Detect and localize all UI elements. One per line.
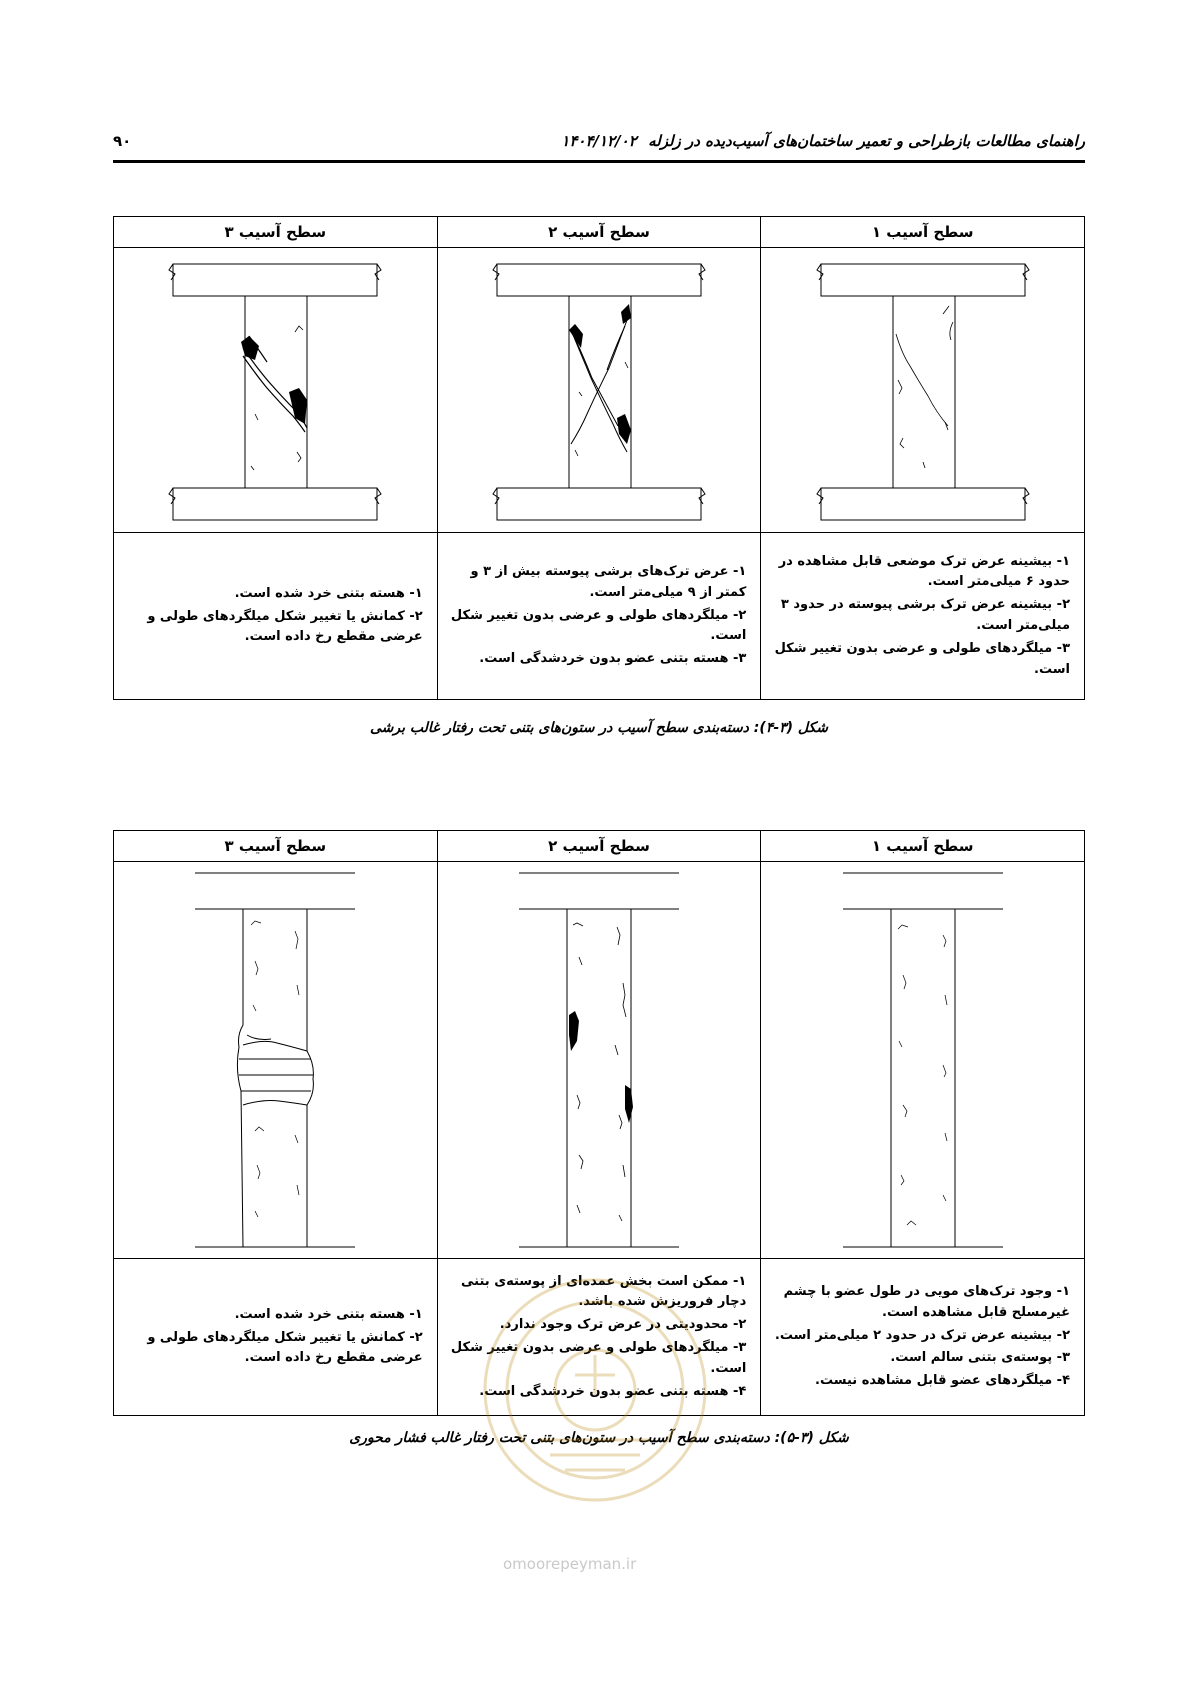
header-doc-title: راهنمای مطالعات بازطراحی و تعمیر ساختمان‌های آسیب‌دیده در زلزله xyxy=(648,132,1085,150)
shear-damage-table xyxy=(113,216,1085,700)
shear-level-1-heading: سطح آسیب ۱ xyxy=(761,217,1085,248)
axial-column-diagram-level-2 xyxy=(479,865,719,1255)
axial-level-2-heading: سطح آسیب ۲ xyxy=(437,831,761,862)
shear-level-1-item: ۳- میلگردهای طولی و عرضی بدون تغییر شکل است. xyxy=(774,640,1070,677)
axial-level-1-description xyxy=(761,1259,1085,1416)
shear-level-3-heading: سطح آسیب ۳ xyxy=(114,217,438,248)
axial-level-1-drawing xyxy=(761,862,1085,1259)
shear-column-diagram-level-3 xyxy=(155,252,395,528)
axial-level-2-item: ۴- هسته بتنی عضو بدون خردشدگی است. xyxy=(479,1383,747,1399)
axial-level-2-item: ۳- میلگردهای طولی و عرضی بدون تغییر شکل است. xyxy=(450,1340,747,1376)
shear-column-diagram-level-1 xyxy=(803,252,1043,528)
watermark-seal-icon xyxy=(470,1265,720,1515)
axial-level-1-item: ۲- بیشینه عرض ترک در حدود ۲ میلی‌متر است. xyxy=(774,1327,1070,1343)
shear-figure-caption: شکل (۳-۴): دسته‌بندی سطح آسیب در ستون‌های بتنی تحت رفتار غالب برشی xyxy=(369,720,828,736)
shear-level-1-item: ۲- بیشینه عرض ترک برشی پیوسته در حدود ۳ میلی‌متر است. xyxy=(780,597,1070,633)
header-page-number: ۹۰ xyxy=(113,132,132,150)
shear-level-1-description xyxy=(761,533,1085,700)
axial-level-2-item: ۲- محدودیتی در عرض ترک وجود ندارد. xyxy=(499,1317,747,1333)
header-date: ۱۴۰۴/۱۲/۰۲ xyxy=(561,132,637,150)
axial-level-1-item: ۴- میلگردهای عضو قابل مشاهده نیست. xyxy=(815,1373,1070,1389)
axial-level-3-description xyxy=(114,1259,438,1416)
shear-level-2-drawing xyxy=(437,248,761,533)
shear-level-2-item: ۱- عرض ترک‌های برشی پیوسته بیش از ۳ و کمتر از ۹ میلی‌متر است. xyxy=(470,564,747,600)
shear-level-3-description xyxy=(114,533,438,700)
shear-level-3-item: ۱- هسته بتنی خرد شده است. xyxy=(234,585,423,601)
watermark-url: omoorepeyman.ir xyxy=(503,1555,637,1573)
shear-level-1-item: ۱- بیشینه عرض ترک موضعی قابل مشاهده در حدود ۶ میلی‌متر است. xyxy=(778,553,1070,590)
axial-level-1-heading: سطح آسیب ۱ xyxy=(761,831,1085,862)
axial-level-2-item: ۱- ممکن است بخش عمده‌ای از پوسته‌ی بتنی دچار فروریزش شده باشد. xyxy=(461,1273,747,1310)
axial-level-3-item: ۱- هسته بتنی خرد شده است. xyxy=(234,1306,423,1322)
shear-column-diagram-level-2 xyxy=(479,252,719,528)
shear-level-2-description xyxy=(437,533,761,700)
axial-figure-caption: شکل (۳-۵): دسته‌بندی سطح آسیب در ستون‌های بتنی تحت رفتار غالب فشار محوری xyxy=(349,1430,849,1446)
axial-level-3-item: ۲- کمانش یا تغییر شکل میلگردهای طولی و عرضی مقطع رخ داده است. xyxy=(147,1329,423,1366)
shear-level-2-heading: سطح آسیب ۲ xyxy=(437,217,761,248)
shear-level-2-item: ۳- هسته بتنی عضو بدون خردشدگی است. xyxy=(479,651,747,667)
axial-column-diagram-level-1 xyxy=(803,865,1043,1255)
axial-level-1-item: ۱- وجود ترک‌های مویی در طول عضو با چشم غیرمسلح قابل مشاهده است. xyxy=(783,1284,1070,1320)
page-header xyxy=(113,128,1085,163)
axial-column-diagram-level-3 xyxy=(155,865,395,1255)
axial-level-1-item: ۳- پوسته‌ی بتنی سالم است. xyxy=(890,1350,1070,1366)
shear-level-3-drawing xyxy=(114,248,438,533)
shear-level-3-item: ۲- کمانش یا تغییر شکل میلگردهای طولی و عرضی مقطع رخ داده است. xyxy=(147,608,423,645)
shear-level-2-item: ۲- میلگردهای طولی و عرضی بدون تغییر شکل است. xyxy=(450,607,747,644)
shear-level-1-drawing xyxy=(761,248,1085,533)
axial-level-3-heading: سطح آسیب ۳ xyxy=(114,831,438,862)
axial-level-3-drawing xyxy=(114,862,438,1259)
axial-level-2-drawing xyxy=(437,862,761,1259)
